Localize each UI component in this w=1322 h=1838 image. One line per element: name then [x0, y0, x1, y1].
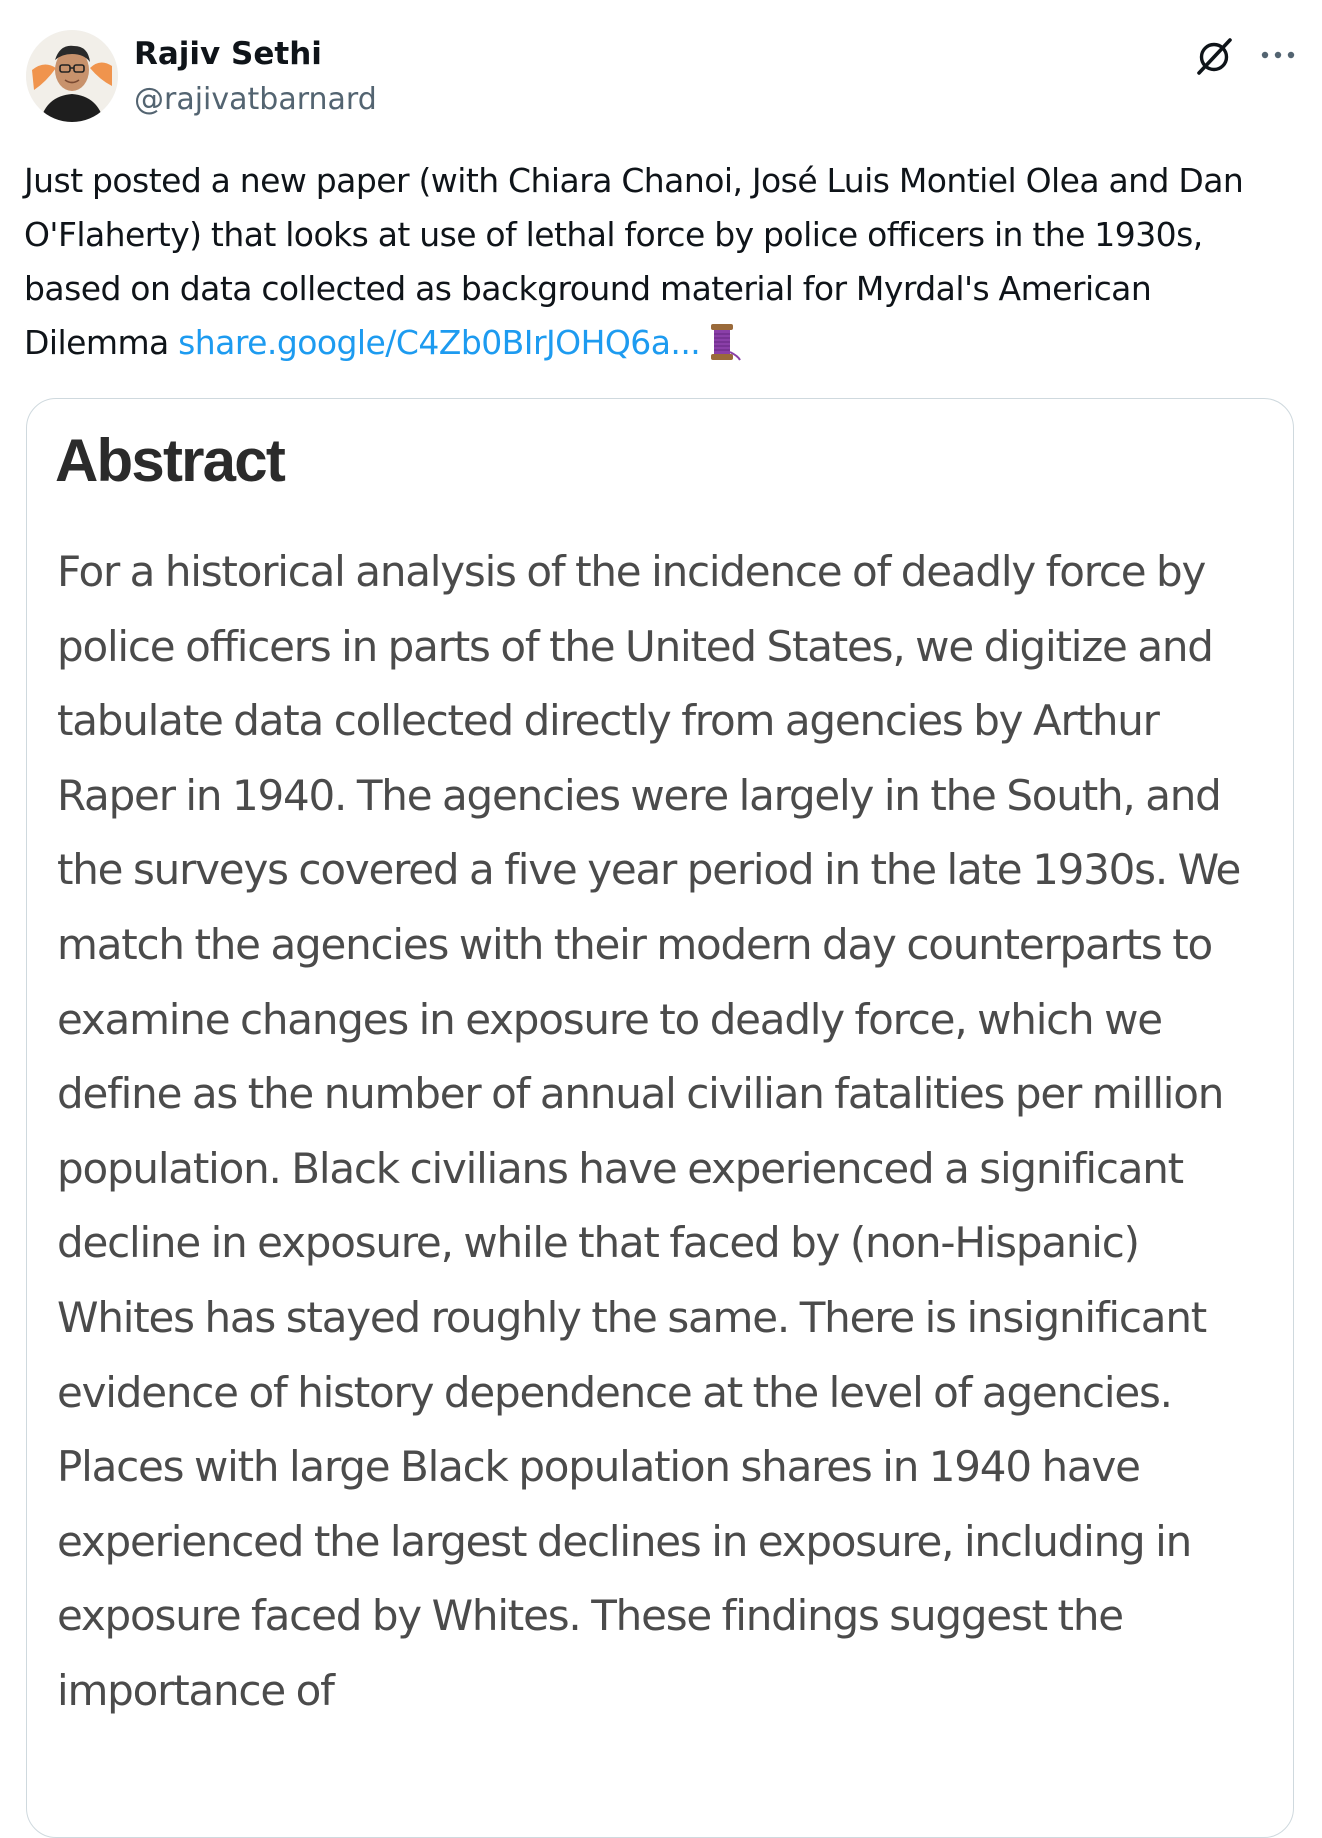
abstract-heading: Abstract — [55, 427, 284, 494]
post-body-text: Just posted a new paper (with Chiara Chanoi, José Luis Montiel Olea and Dan O'Flaherty) that looks at use of lethal force by police officers in the 1930s, based on data collected as background material for Myrdal's American Dilemma — [24, 161, 1244, 362]
abstract-body: For a historical analysis of the incidence of deadly force by police officers in parts of the United States, we digitize and tabulate data collected directly from agencies by Arthur Raper in 1940. The agencies were largely in the South, and the surveys covered a five year period in the late 1930s. We match the agencies with their modern day counterparts to examine changes in exposure to deadly force, which we define as the number of annual civilian fatalities per million population. Black civilians have experienced a significant decline in exposure, while that faced by (non-Hispanic) Whites has stayed roughly the same. There is insignificant evidence of history dependence at the level of agencies. Places with large Black population shares in 1940 have experienced the largest declines in exposure, including in exposure faced by Whites. These findings suggest the importance of — [57, 547, 1241, 1715]
post-text — [24, 154, 1294, 378]
more-options-icon[interactable] — [1258, 38, 1298, 72]
author-handle[interactable]: @rajivatbarnard — [134, 82, 377, 117]
grok-icon[interactable] — [1192, 34, 1236, 78]
more-options-glyph — [1258, 38, 1298, 72]
author-name[interactable]: Rajiv Sethi — [134, 36, 322, 72]
media-card-image[interactable] — [26, 398, 1294, 1838]
avatar[interactable] — [26, 30, 118, 122]
post-link[interactable]: share.google/C4Zb0BIrJOHQ6a... — [178, 323, 701, 362]
thread-spool-icon — [706, 322, 742, 378]
grok-icon-glyph — [1192, 34, 1236, 78]
avatar-image — [26, 30, 118, 122]
